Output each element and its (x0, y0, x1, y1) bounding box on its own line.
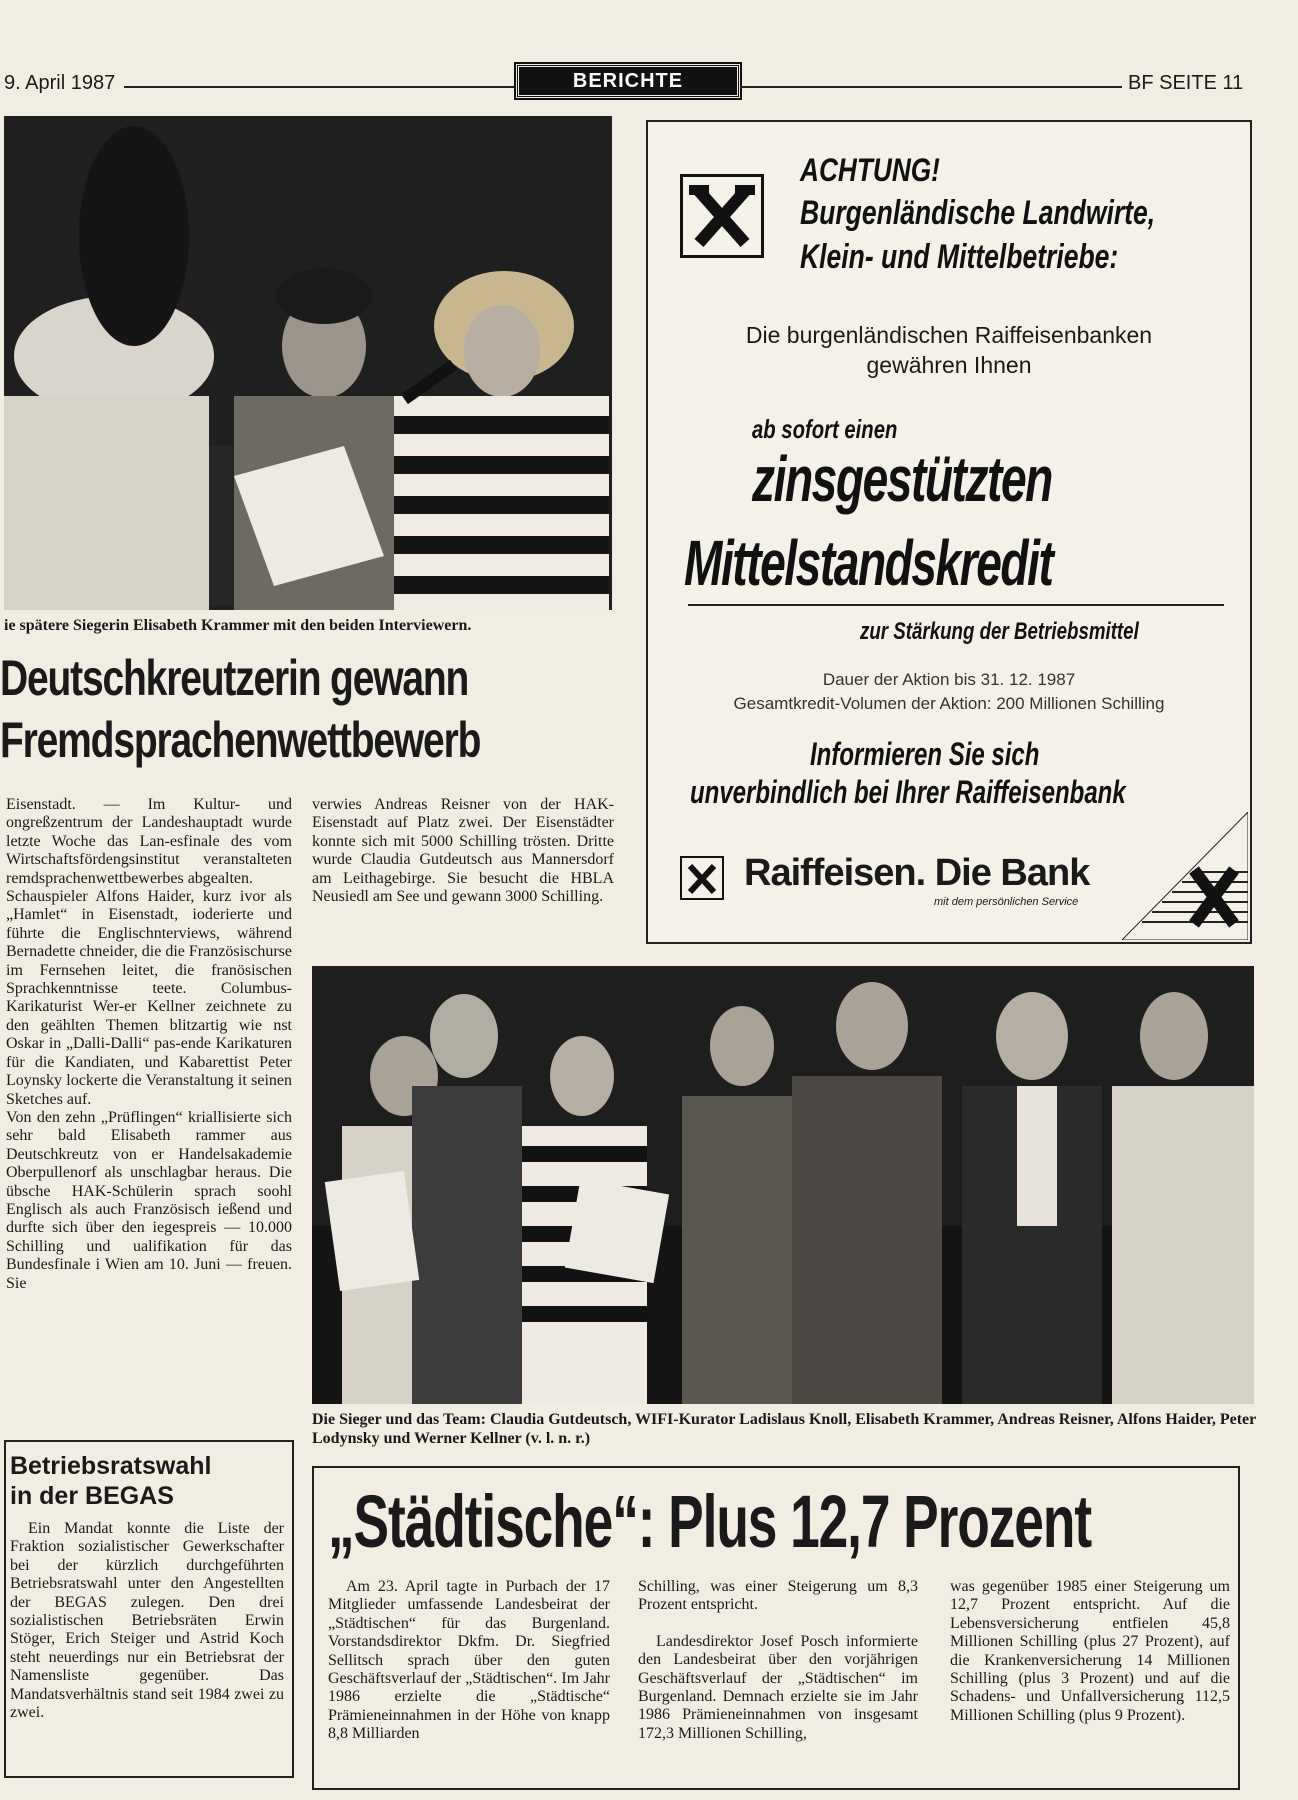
begas-article-box (4, 1440, 294, 1778)
staedtische-col2-paragraph1: Schilling, was einer Steigerung um 8,3 Prozent entspricht. (638, 1578, 918, 1614)
article1-column2: verwies Andreas Reisner von der HAK-Eisenstadt auf Platz zwei. Der Eisenstädter konnte sich mit 5000 Schilling trösten. Dritte wurde Claudia Gutdeutsch aus Mannersdorf am Leithagebirge. Sie besucht die HBLA Neusiedl am See und gewann 3000 Schilling. (312, 796, 614, 906)
staedtische-article-box (312, 1466, 1240, 1790)
staedtische-col2-paragraph2: Landesdirektor Josef Posch informierte den Landesbeirat über den vorjährigen Geschäftsverlauf der „Städtischen“ im Burgenland. Demnach erzielte sie im Jahr 1986 Prämieneinnahmen von insgesamt 172,3 Millionen Schilling, (638, 1632, 918, 1742)
ad-divider (688, 604, 1224, 606)
top-photo-caption: ie spätere Siegerin Elisabeth Krammer mit den beiden Interviewern. (4, 617, 472, 634)
raiffeisen-ad (646, 120, 1252, 944)
ad-cta-line1: Informieren Sie sich (810, 736, 1040, 772)
section-label: BERICHTE (516, 64, 740, 98)
page-number: BF SEITE 11 (1128, 72, 1244, 94)
crossed-horse-heads-icon (683, 177, 761, 255)
ad-purpose: zur Stärkung der Betriebsmittel (860, 618, 1139, 645)
article1-headline-line1: Deutschkreutzerin gewann (0, 650, 469, 706)
ad-brand-tagline: mit dem persönlichen Service (934, 896, 1079, 908)
ad-heading-achtung: ACHTUNG! (800, 152, 940, 188)
ad-cta-line2: unverbindlich bei Ihrer Raiffeisenbank (690, 774, 1126, 810)
article1-paragraph1: Eisenstadt. — Im Kultur- und ongreßzentrum der Landeshauptadt wurde letzte Woche das Lan-esfinale des vom Wirtschaftsfördengsinstitut veranstalteten remdsprachenwettbewerbes abgealten. (6, 796, 292, 887)
interview-photo-illustration (4, 116, 612, 610)
ad-heading-line3: Klein- und Mittelbetriebe: (800, 238, 1119, 276)
ad-duration: Dauer der Aktion bis 31. 12. 1987 (822, 670, 1076, 689)
header-rule-right (740, 86, 1122, 88)
begas-title-line2: in der BEGAS (10, 1482, 174, 1510)
interview-photo (4, 116, 612, 610)
winners-photo (312, 966, 1254, 1404)
raiffeisen-gable-logo (680, 174, 764, 258)
staedtische-column1: Am 23. April tagte in Purbach der 17 Mitglieder umfassende Landesbeirat der „Städtischen“ für das Burgenland. Vorstandsdirektor Dkfm. Dr. Siegfried Sellitsch sprach über den guten Geschäftsverlauf der „Städtischen“. Im Jahr 1986 erzielte die „Städtische“ Prämieneinnahmen in der Höhe von knapp 8,8 Milliarden (328, 1578, 610, 1743)
crossed-horse-heads-small-icon (682, 858, 722, 898)
ad-offer-small: ab sofort einen (752, 414, 898, 444)
ad-offer-big1: zinsgestützten (752, 443, 1052, 515)
ad-offer-big2: Mittelstandskredit (684, 527, 1053, 599)
begas-title-line1: Betriebsratswahl (10, 1452, 212, 1480)
staedtische-headline: „Städtische“: Plus 12,7 Prozent (328, 1480, 1091, 1563)
bottom-photo-caption: Die Sieger und das Team: Claudia Gutdeutsch, WIFI-Kurator Ladislaus Knoll, Elisabeth Krammer, Andreas Reisner, Alfons Haider, Peter Lodynsky und Werner Kellner (v. l. n. r.) (312, 1411, 1256, 1447)
ad-volume: Gesamtkredit-Volumen der Aktion: 200 Millionen Schilling (733, 694, 1165, 713)
article1-column1 (6, 796, 292, 1293)
issue-date: 9. April 1987 (4, 72, 116, 94)
article1-headline-line2: Fremdsprachenwettbewerb (0, 712, 481, 768)
winners-photo-illustration (312, 966, 1254, 1404)
staedtische-column3: was gegenüber 1985 einer Steigerung um 12,7 Prozent entspricht. Auf die Lebensversicherung entfielen 45,8 Millionen Schilling (plus 27 Prozent), auf die Krankenversicherung 14 Millionen Schilling (plus 3 Prozent) und auf die Schadens- und Unfallversicherung 112,5 Millionen Schilling (plus 9 Prozent). (950, 1578, 1230, 1724)
brand-gable-logo (680, 856, 724, 900)
staedtische-column2 (638, 1578, 918, 1743)
ad-corner-gable-graphic (1122, 812, 1248, 940)
begas-article-text: Ein Mandat konnte die Liste der Fraktion sozialistischer Gewerkschafter bei der kürzlich durchgeführten Betriebsratswahl unter den Angestellten der BEGAS zulegen. Den drei sozialistischen Betriebsräten Erwin Stöger, Erich Steiger und Astrid Koch steht neuerdings nur ein Betriebsrat der Namensliste gegenüber. Das Mandatsverhältnis stand seit 1984 zwei zu zwei. (10, 1520, 284, 1722)
ad-heading-line2: Burgenländische Landwirte, (800, 194, 1156, 232)
article1-paragraph3: Von den zehn „Prüflingen“ kriallisierte sich sehr bald Elisabeth rammer aus Deutschkreutz von er Handelsakademie Oberpullenorf als unschlagbar heraus. Die übsche HAK-Schülerin sprach soohl Englisch als auch Französisch ießend und durfte sich über den iegespreis — 10.000 Schilling und ualifikation für das Bundesfinale i Wien am 10. Juni — freuen. Sie (6, 1108, 292, 1292)
ad-intro-line1: Die burgenländischen Raiffeisenbanken (745, 322, 1153, 348)
header-rule-left (124, 86, 514, 88)
ad-intro-line2: gewähren Ihnen (866, 352, 1032, 378)
article1-paragraph2: Schauspieler Alfons Haider, kurz ivor als „Hamlet“ in Eisenstadt, ioderierte und führte die Englischnterviews, während Bernadette chneider, die die Französischurse im Fernsehen leitet, die franösischen Sprachkenntnisse teete. Columbus-Karikaturist Wer-er Kellner zeichnete zu den geählten Themen blitzartig wie nst Oskar in „Dalli-Dalli“ pas-ende Karikaturen für die Kandiaten, und Kabarettist Peter Loynsky lockerte die Veranstaltung it seinen Sketches auf. (6, 888, 292, 1108)
ad-brand-name: Raiffeisen. Die Bank (744, 852, 1090, 894)
